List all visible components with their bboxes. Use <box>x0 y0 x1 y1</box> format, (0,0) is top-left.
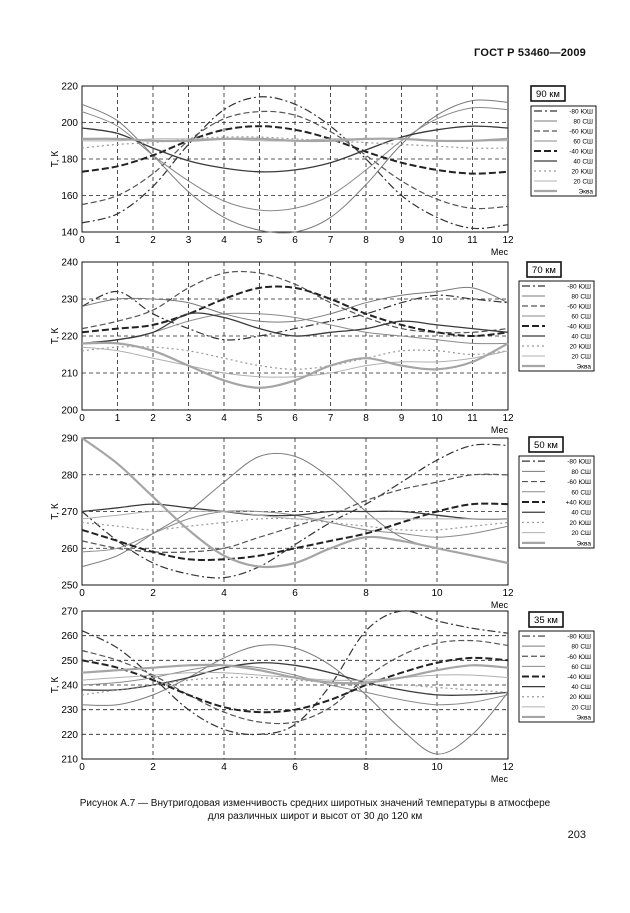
x-tick-label: 4 <box>221 413 227 424</box>
x-tick-label: 4 <box>221 235 227 246</box>
x-tick-label: 1 <box>114 235 121 246</box>
legend-label: -60 ЮШ <box>569 128 593 136</box>
altitude-tag: 90 км <box>536 89 560 100</box>
altitude-tag: 35 км <box>534 615 558 626</box>
y-tick-label: 280 <box>61 470 78 482</box>
y-tick-label: 260 <box>61 543 78 555</box>
legend-label: -60 ЮШ <box>567 303 591 311</box>
legend-label: 20 СШ <box>573 178 593 186</box>
x-tick-label: 8 <box>363 413 369 424</box>
caption-line-2: для различных широт и высот от 30 до 120 км <box>207 811 423 822</box>
x-tick-label: 2 <box>150 762 156 773</box>
legend-label: 40 СШ <box>571 684 591 692</box>
legend-label: -60 ЮШ <box>567 653 591 661</box>
y-tick-label: 250 <box>61 655 78 667</box>
x-axis-label: Мес <box>490 774 508 784</box>
x-tick-label: 4 <box>221 762 227 773</box>
x-tick-label: 6 <box>292 235 298 246</box>
legend-label: 80 СШ <box>573 118 593 126</box>
legend-label: 20 ЮШ <box>571 168 593 176</box>
x-tick-label: 12 <box>502 762 514 773</box>
y-tick-label: 220 <box>61 331 78 343</box>
y-tick-label: 180 <box>61 154 78 166</box>
x-tick-label: 10 <box>431 588 443 599</box>
legend-label: +40 ЮШ <box>565 499 591 507</box>
legend-label: 60 СШ <box>573 138 593 146</box>
document-standard-id: ГОСТ Р 53460—2009 <box>474 47 586 59</box>
legend-label: 80 СШ <box>571 293 591 301</box>
legend-label: -40 ЮШ <box>567 674 591 681</box>
page-number: 203 <box>567 829 586 841</box>
altitude-tag: 70 км <box>532 265 556 276</box>
legend-label: 20 СШ <box>571 530 591 538</box>
x-tick-label: 9 <box>398 235 405 246</box>
y-axis-label: Т, К <box>50 150 61 168</box>
legend-label: 40 СШ <box>573 158 593 166</box>
y-tick-label: 200 <box>61 405 78 417</box>
legend-label: 20 ЮШ <box>569 694 591 702</box>
caption-line-1: Рисунок А.7 — Внутригодовая изменчивость средних широтных значений температуры в атмосфере <box>79 798 551 809</box>
y-axis-label: Т, К <box>50 327 61 345</box>
x-tick-label: 10 <box>431 762 443 773</box>
legend-label: -40 ЮШ <box>567 323 591 331</box>
x-tick-label: 0 <box>79 762 85 773</box>
legend-label: 40 СШ <box>571 509 591 517</box>
chart-panel-3 <box>50 607 594 785</box>
y-tick-label: 270 <box>61 606 78 618</box>
legend-label: 20 ЮШ <box>569 343 591 351</box>
y-tick-label: 270 <box>61 507 78 518</box>
x-tick-label: 8 <box>363 762 369 773</box>
legend-label: 80 СШ <box>571 468 591 476</box>
y-axis-label: Т, К <box>50 676 61 694</box>
x-tick-label: 6 <box>292 588 298 599</box>
x-tick-label: 11 <box>467 413 478 424</box>
x-tick-label: 9 <box>398 413 405 424</box>
x-tick-label: 1 <box>114 413 121 424</box>
y-tick-label: 160 <box>61 191 78 202</box>
legend-label: 60 СШ <box>571 663 591 671</box>
chart-panel-0 <box>50 82 596 258</box>
legend-label: -60 ЮШ <box>567 479 591 487</box>
y-tick-label: 140 <box>61 227 78 239</box>
legend-label: -80 ЮШ <box>567 633 591 641</box>
y-tick-label: 220 <box>61 81 78 93</box>
x-tick-label: 2 <box>150 588 156 599</box>
legend-label: 60 СШ <box>571 313 591 321</box>
y-tick-label: 210 <box>61 368 78 380</box>
y-tick-label: 260 <box>61 631 78 643</box>
y-tick-label: 200 <box>61 118 78 129</box>
x-tick-label: 12 <box>502 413 514 424</box>
legend-label: 80 СШ <box>571 643 591 651</box>
x-tick-label: 12 <box>502 235 514 246</box>
x-tick-label: 0 <box>79 413 85 424</box>
y-tick-label: 230 <box>61 294 78 306</box>
x-tick-label: 6 <box>292 762 298 773</box>
x-tick-label: 2 <box>150 235 156 246</box>
legend-label: 40 СШ <box>571 333 591 341</box>
legend-label: -80 ЮШ <box>567 458 591 466</box>
x-axis-label: Мес <box>490 247 508 257</box>
x-axis-label: Мес <box>490 600 508 610</box>
y-tick-label: 240 <box>61 680 78 692</box>
altitude-tag: 50 км <box>534 440 558 451</box>
y-axis-label: Т, К <box>50 503 61 520</box>
x-tick-label: 7 <box>327 413 334 424</box>
legend-label: -80 ЮШ <box>569 108 593 116</box>
legend-label: 20 СШ <box>571 704 591 712</box>
x-tick-label: 12 <box>502 588 514 599</box>
y-tick-label: 220 <box>61 729 78 741</box>
chart-panel-2 <box>50 434 594 611</box>
legend-label: Эква <box>578 188 593 196</box>
legend-label: -80 ЮШ <box>567 283 591 291</box>
y-tick-label: 250 <box>61 580 78 592</box>
x-tick-label: 5 <box>256 413 263 424</box>
y-tick-label: 240 <box>61 257 78 269</box>
x-tick-label: 3 <box>185 413 192 424</box>
y-tick-label: 290 <box>61 433 78 445</box>
x-tick-label: 10 <box>431 235 443 246</box>
x-tick-label: 5 <box>256 235 263 246</box>
x-tick-label: 7 <box>327 235 334 246</box>
legend-label: Эква <box>576 714 591 722</box>
legend-label: -40 ЮШ <box>569 148 593 156</box>
y-tick-label: 210 <box>61 754 78 766</box>
x-tick-label: 11 <box>467 235 478 246</box>
chart-panel-1 <box>50 258 594 436</box>
x-tick-label: 4 <box>221 588 227 599</box>
legend-label: 60 СШ <box>571 489 591 497</box>
x-tick-label: 0 <box>79 235 85 246</box>
x-tick-label: 3 <box>185 235 192 246</box>
legend-label: 20 СШ <box>571 353 591 361</box>
legend-label: Эква <box>576 540 591 548</box>
x-tick-label: 2 <box>150 413 156 424</box>
legend-label: Эква <box>576 363 591 371</box>
x-tick-label: 6 <box>292 413 298 424</box>
x-axis-label: Мес <box>490 425 508 435</box>
y-tick-label: 230 <box>61 705 78 717</box>
x-tick-label: 8 <box>363 588 369 599</box>
figure-caption <box>40 797 590 823</box>
x-tick-label: 10 <box>431 413 443 424</box>
x-tick-label: 0 <box>79 588 85 599</box>
legend-label: 20 ЮШ <box>569 519 591 527</box>
x-tick-label: 8 <box>363 235 369 246</box>
